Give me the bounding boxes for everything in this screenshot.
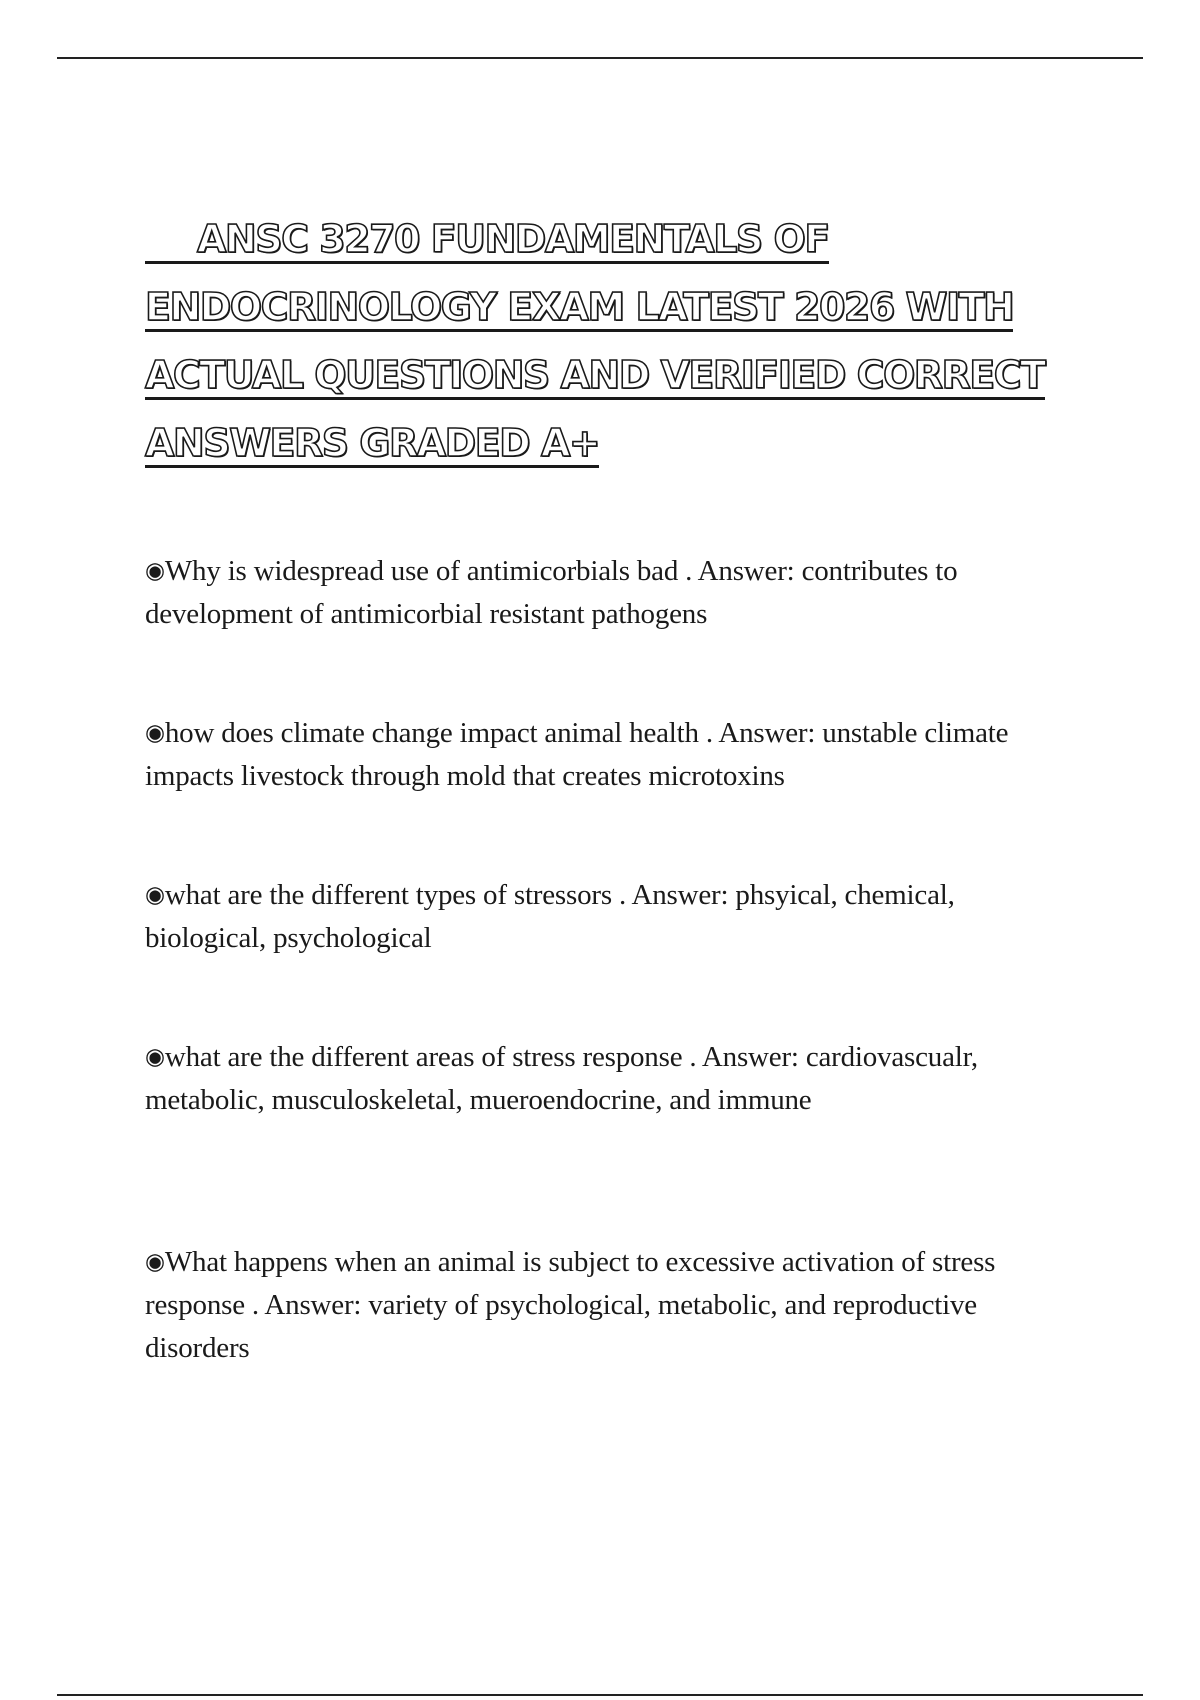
- title-line-1: [145, 217, 829, 264]
- qa-text: what are the different types of stressors . Answer: phsyical, chemical, biological, psychological: [145, 879, 955, 954]
- top-divider: [57, 57, 1143, 59]
- qa-item: [145, 1241, 1075, 1370]
- bottom-divider: [57, 1694, 1143, 1696]
- fisheye-bullet-icon: ◉: [145, 720, 165, 746]
- title-line-4: ANSWERS GRADED A+: [145, 421, 599, 468]
- title-line-1-text: ANSC 3270 FUNDAMENTALS OF: [197, 217, 829, 261]
- title-line-2: ENDOCRINOLOGY EXAM LATEST 2026 WITH: [145, 285, 1013, 332]
- qa-text: Why is widespread use of antimicorbials bad . Answer: contributes to development of antimicorbial resistant pathogens: [145, 555, 958, 630]
- document-title: [145, 205, 1085, 477]
- qa-text: what are the different areas of stress response . Answer: cardiovascualr, metabolic, musculoskeletal, mueroendocrine, and immune: [145, 1041, 978, 1116]
- qa-text: how does climate change impact animal health . Answer: unstable climate impacts livestock through mold that creates microtoxins: [145, 717, 1009, 792]
- fisheye-bullet-icon: ◉: [145, 1044, 165, 1070]
- qa-item: [145, 1036, 1075, 1122]
- title-line-3: ACTUAL QUESTIONS AND VERIFIED CORRECT: [145, 353, 1045, 400]
- fisheye-bullet-icon: ◉: [145, 882, 165, 908]
- qa-item: [145, 874, 1075, 960]
- qa-item: [145, 550, 1075, 636]
- fisheye-bullet-icon: ◉: [145, 1249, 165, 1275]
- qa-item: [145, 712, 1075, 798]
- qa-text: What happens when an animal is subject to excessive activation of stress response . Answer: variety of psychological, metabolic, and reproductive disorders: [145, 1246, 996, 1364]
- fisheye-bullet-icon: ◉: [145, 558, 165, 584]
